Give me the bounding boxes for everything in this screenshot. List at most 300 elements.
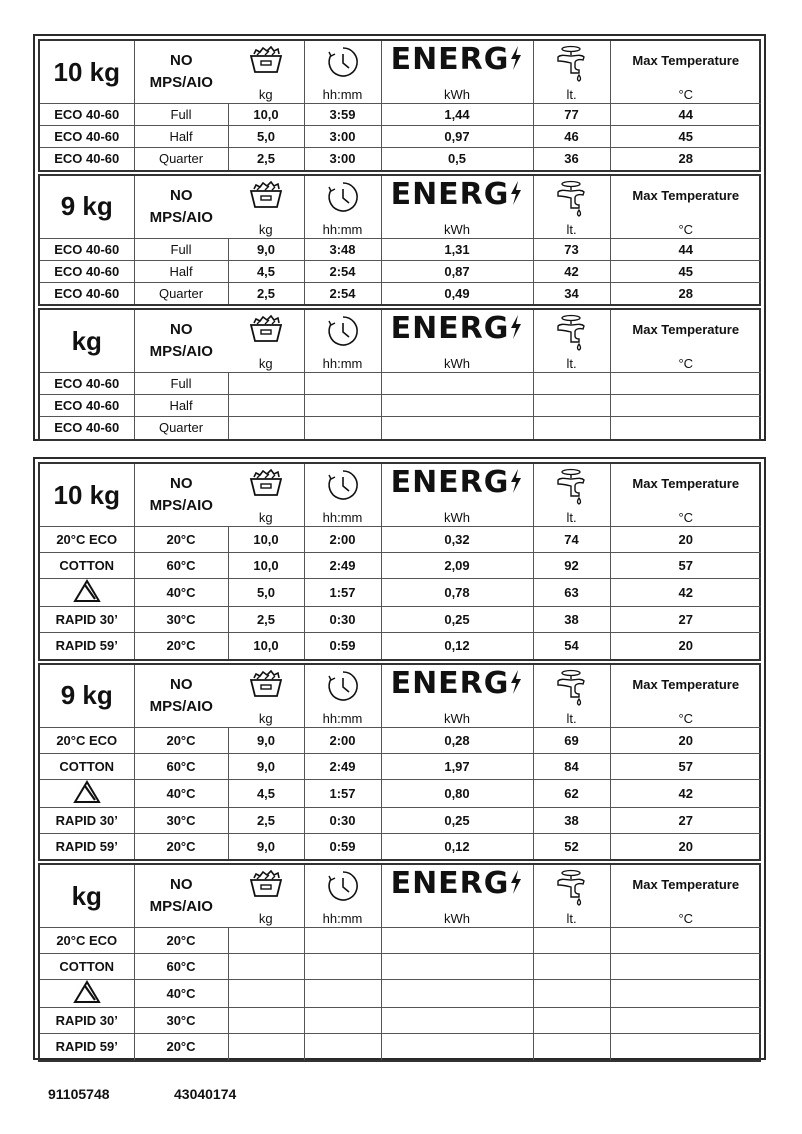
program-cell: ECO 40-60	[40, 417, 134, 439]
kg-cell: 10,0	[228, 553, 304, 579]
wash-temp-cell: 40°C	[134, 779, 228, 807]
energy-header	[381, 310, 533, 373]
duration-header	[304, 176, 381, 239]
time-cell	[304, 980, 381, 1008]
spec-table	[38, 308, 761, 441]
energy-cell	[381, 373, 533, 395]
table-row	[40, 807, 761, 833]
temp-cell	[610, 1008, 761, 1034]
laundry-basket-icon	[228, 669, 304, 702]
max-temp-label: Max Temperature	[632, 476, 740, 491]
load-level-cell: Quarter	[134, 417, 228, 439]
time-cell: 1:57	[304, 579, 381, 607]
energy-unit: kWh	[444, 356, 470, 371]
kg-cell	[228, 980, 304, 1008]
duration-header	[304, 464, 381, 527]
energy-logo: ENERG	[382, 312, 533, 346]
table-row	[40, 417, 761, 439]
energy-unit: kWh	[444, 510, 470, 525]
energy-cell: 0,25	[381, 807, 533, 833]
time-cell	[304, 417, 381, 439]
program-cell: ECO 40-60	[40, 260, 134, 282]
time-cell: 2:00	[304, 527, 381, 553]
kg-unit: kg	[258, 221, 273, 237]
water-cell	[533, 373, 610, 395]
program-cell: COTTON	[40, 954, 134, 980]
energy-cell	[381, 395, 533, 417]
temp-unit: °C	[678, 911, 694, 926]
temp-cell: 20	[678, 638, 693, 654]
time-cell: 2:00	[304, 727, 381, 753]
water-header	[533, 865, 610, 928]
energy-header	[381, 464, 533, 527]
laundry-basket-icon	[228, 314, 304, 347]
kg-cell	[228, 1034, 304, 1060]
energy-logo: ENERG	[382, 466, 533, 500]
program-cell: ECO 40-60	[40, 148, 134, 170]
model-capacity	[40, 41, 134, 104]
no-label: NO	[170, 321, 193, 338]
table-row	[40, 954, 761, 980]
water-header	[533, 310, 610, 373]
spec-table	[38, 863, 761, 1062]
time-cell: 3:00	[304, 126, 381, 148]
model-label: 9 kg	[60, 191, 113, 221]
time-cell	[304, 1034, 381, 1060]
duration-header	[304, 41, 381, 104]
time-cell: 2:49	[304, 553, 381, 579]
max-temp-header	[610, 41, 761, 104]
mps-aio-header	[134, 865, 228, 928]
mps-aio-header	[134, 464, 228, 527]
energy-logo: ENERG	[382, 667, 533, 701]
model-label: kg	[71, 325, 102, 356]
water-cell: 74	[533, 527, 610, 553]
kg-cell: 9,0	[228, 238, 304, 260]
lightning-icon	[509, 177, 523, 212]
wash-temp-cell: 60°C	[134, 954, 228, 980]
program-cell: RAPID 59’	[40, 633, 134, 659]
wash-temp-cell: 60°C	[134, 553, 228, 579]
table-row	[40, 395, 761, 417]
temp-cell	[610, 1034, 761, 1060]
model-capacity	[40, 865, 134, 928]
energy-cell: 1,97	[381, 753, 533, 779]
program-cell: COTTON	[40, 753, 134, 779]
kg-unit: kg	[258, 510, 273, 525]
time-cell: 0:30	[304, 607, 381, 633]
kg-cell: 9,0	[228, 753, 304, 779]
energy-cell: 0,97	[381, 126, 533, 148]
mps-aio-header	[134, 176, 228, 239]
max-temp-label: Max Temperature	[632, 322, 740, 337]
table-row	[40, 282, 761, 304]
duration-header	[304, 310, 381, 373]
max-temp-header	[610, 665, 761, 728]
wash-temp-cell: 20°C	[134, 727, 228, 753]
water-unit: lt.	[566, 221, 577, 237]
footer-code-1: 91105748	[48, 1086, 110, 1102]
water-cell: 54	[533, 633, 610, 659]
kg-cell: 4,5	[228, 260, 304, 282]
time-unit: hh:mm	[322, 87, 363, 102]
model-capacity	[40, 665, 134, 728]
table-row	[40, 260, 761, 282]
max-temp-header	[610, 464, 761, 527]
lightning-icon	[509, 311, 523, 346]
load-header	[228, 176, 304, 239]
time-cell: 3:48	[304, 238, 381, 260]
table-row	[40, 238, 761, 260]
table-row	[40, 833, 761, 859]
energy-header	[381, 176, 533, 239]
kg-cell: 2,5	[228, 282, 304, 304]
no-label: NO	[170, 675, 193, 693]
temp-unit: °C	[678, 510, 694, 525]
lightning-icon	[509, 42, 523, 77]
energy-cell: 0,28	[381, 727, 533, 753]
time-cell: 3:00	[304, 148, 381, 170]
water-cell: 92	[533, 553, 610, 579]
time-unit: hh:mm	[322, 356, 363, 371]
water-unit: lt.	[566, 710, 577, 726]
table-row	[40, 553, 761, 579]
program-tables-group	[33, 457, 766, 1060]
time-cell	[304, 373, 381, 395]
table-row	[40, 148, 761, 170]
water-header	[533, 665, 610, 728]
max-temp-label: Max Temperature	[632, 187, 740, 203]
max-temp-header	[610, 865, 761, 928]
table-row	[40, 373, 761, 395]
energy-cell	[381, 980, 533, 1008]
load-level-cell: Full	[134, 104, 228, 126]
energy-cell: 0,49	[381, 282, 533, 304]
kg-cell: 5,0	[228, 126, 304, 148]
mps-label: MPS/AIO	[149, 697, 213, 715]
footer-code-2: 43040174	[174, 1086, 237, 1102]
no-label: NO	[170, 186, 193, 204]
water-cell: 34	[533, 282, 610, 304]
temp-cell: 44	[610, 104, 761, 126]
max-temp-label: Max Temperature	[632, 877, 740, 892]
synthetic-icon	[73, 980, 101, 1007]
time-cell: 1:57	[304, 779, 381, 807]
temp-unit: °C	[678, 87, 694, 102]
energy-logo: ENERG	[382, 178, 533, 212]
load-level-cell: Quarter	[134, 282, 228, 304]
kg-cell: 9,0	[228, 727, 304, 753]
program-cell	[40, 779, 134, 807]
energy-cell: 0,25	[381, 607, 533, 633]
time-unit: hh:mm	[322, 911, 363, 926]
kg-cell: 5,0	[228, 579, 304, 607]
energy-unit: kWh	[444, 221, 470, 237]
temp-cell	[610, 417, 761, 439]
lightning-icon	[509, 465, 523, 500]
table-row	[40, 980, 761, 1008]
water-cell: 36	[533, 148, 610, 170]
program-cell: RAPID 59’	[40, 1034, 134, 1060]
wash-temp-cell: 40°C	[134, 980, 228, 1008]
time-unit: hh:mm	[322, 221, 363, 237]
program-cell	[40, 579, 134, 607]
kg-cell: 10,0	[228, 104, 304, 126]
water-tap-icon	[534, 45, 610, 86]
time-cell: 2:49	[304, 753, 381, 779]
energy-unit: kWh	[444, 87, 470, 102]
wash-temp-cell: 30°C	[134, 607, 228, 633]
water-cell	[533, 1034, 610, 1060]
max-temp-header	[610, 176, 761, 239]
temp-unit: °C	[678, 710, 694, 726]
water-cell: 77	[533, 104, 610, 126]
wash-temp-cell: 20°C	[134, 1034, 228, 1060]
model-capacity	[40, 464, 134, 527]
table-row	[40, 607, 761, 633]
laundry-basket-icon	[228, 869, 304, 902]
energy-cell: 0,5	[381, 148, 533, 170]
water-header	[533, 464, 610, 527]
wash-temp-cell: 20°C	[134, 833, 228, 859]
clock-icon	[305, 45, 381, 82]
water-cell: 42	[533, 260, 610, 282]
time-cell	[304, 395, 381, 417]
temp-cell: 42	[610, 779, 761, 807]
wash-temp-cell: 20°C	[134, 527, 228, 553]
program-cell: COTTON	[40, 553, 134, 579]
temp-cell: 27	[610, 607, 761, 633]
wash-temp-cell: 20°C	[134, 928, 228, 954]
spec-table	[38, 663, 761, 862]
temp-cell	[610, 954, 761, 980]
time-cell	[304, 954, 381, 980]
table-row	[40, 779, 761, 807]
energy-header	[381, 41, 533, 104]
water-cell	[533, 928, 610, 954]
time-cell: 3:59	[304, 104, 381, 126]
energy-unit: kWh	[444, 911, 470, 926]
max-temp-label: Max Temperature	[632, 676, 740, 692]
wash-temp-cell: 30°C	[134, 1008, 228, 1034]
kg-cell: 2,5	[228, 148, 304, 170]
table-row	[40, 1008, 761, 1034]
program-cell: 20°C ECO	[40, 928, 134, 954]
energy-cell	[381, 1034, 533, 1060]
kg-unit: kg	[258, 911, 273, 926]
table-row	[40, 579, 761, 607]
time-cell: 2:54	[304, 260, 381, 282]
kg-cell	[228, 928, 304, 954]
program-cell: ECO 40-60	[40, 126, 134, 148]
clock-icon	[305, 669, 381, 706]
energy-cell: 0,12	[381, 633, 533, 659]
max-temp-label: Max Temperature	[632, 53, 740, 68]
wash-temp-cell: 20°C	[134, 633, 228, 659]
energy-logo: ENERG	[382, 43, 533, 77]
no-label: NO	[170, 876, 193, 893]
water-header	[533, 41, 610, 104]
temp-cell: 28	[678, 285, 693, 301]
temp-cell: 20	[610, 527, 761, 553]
water-cell: 52	[533, 833, 610, 859]
energy-header	[381, 865, 533, 928]
clock-icon	[305, 314, 381, 351]
water-unit: lt.	[566, 87, 577, 102]
kg-cell	[228, 954, 304, 980]
spec-table	[38, 462, 761, 661]
energy-cell: 0,32	[381, 527, 533, 553]
wash-temp-cell: 40°C	[134, 579, 228, 607]
load-level-cell: Half	[134, 126, 228, 148]
kg-cell	[228, 1008, 304, 1034]
kg-cell: 10,0	[228, 633, 304, 659]
program-cell: ECO 40-60	[40, 238, 134, 260]
eco-tables-group	[33, 34, 766, 441]
program-cell: ECO 40-60	[40, 104, 134, 126]
kg-unit: kg	[258, 356, 273, 371]
model-label: 10 kg	[53, 479, 120, 510]
wash-temp-cell: 60°C	[134, 753, 228, 779]
load-level-cell: Full	[134, 238, 228, 260]
temp-cell: 42	[610, 579, 761, 607]
water-cell: 38	[533, 607, 610, 633]
model-capacity	[40, 310, 134, 373]
mps-aio-header	[134, 41, 228, 104]
kg-cell	[228, 417, 304, 439]
temp-unit: °C	[678, 356, 694, 371]
table-row	[40, 633, 761, 659]
program-cell: ECO 40-60	[40, 282, 134, 304]
temp-cell	[610, 373, 761, 395]
temp-cell	[610, 928, 761, 954]
water-header	[533, 176, 610, 239]
lightning-icon	[509, 666, 523, 701]
mps-label: MPS/AIO	[149, 208, 213, 226]
mps-label: MPS/AIO	[149, 74, 213, 91]
energy-cell	[381, 954, 533, 980]
laundry-basket-icon	[228, 468, 304, 501]
duration-header	[304, 665, 381, 728]
time-cell: 0:59	[304, 833, 381, 859]
program-cell: ECO 40-60	[40, 395, 134, 417]
energy-logo: ENERG	[382, 867, 533, 901]
load-header	[228, 665, 304, 728]
water-cell	[533, 954, 610, 980]
temp-cell	[610, 980, 761, 1008]
water-cell: 63	[533, 579, 610, 607]
spec-table	[38, 174, 761, 307]
water-cell: 46	[533, 126, 610, 148]
energy-header	[381, 665, 533, 728]
kg-cell: 9,0	[228, 833, 304, 859]
table-row	[40, 727, 761, 753]
kg-cell	[228, 373, 304, 395]
time-unit: hh:mm	[322, 710, 363, 726]
kg-unit: kg	[258, 710, 273, 726]
time-cell: 0:30	[304, 807, 381, 833]
table-row	[40, 1034, 761, 1060]
kg-cell: 4,5	[228, 779, 304, 807]
program-cell: RAPID 30’	[40, 1008, 134, 1034]
table-row	[40, 753, 761, 779]
table-row	[40, 126, 761, 148]
model-label: 10 kg	[53, 56, 120, 87]
temp-cell: 28	[678, 151, 693, 167]
no-label: NO	[170, 52, 193, 69]
energy-cell: 1,44	[381, 104, 533, 126]
water-cell: 69	[533, 727, 610, 753]
energy-cell: 0,80	[381, 779, 533, 807]
time-cell: 0:59	[304, 633, 381, 659]
model-label: kg	[71, 880, 102, 911]
water-unit: lt.	[566, 510, 577, 525]
water-unit: lt.	[566, 911, 577, 926]
mps-label: MPS/AIO	[149, 343, 213, 360]
temp-cell: 44	[610, 238, 761, 260]
energy-cell: 1,31	[381, 238, 533, 260]
max-temp-header	[610, 310, 761, 373]
energy-cell	[381, 1008, 533, 1034]
load-header	[228, 464, 304, 527]
program-cell: RAPID 30’	[40, 807, 134, 833]
temp-cell: 27	[610, 807, 761, 833]
water-cell	[533, 980, 610, 1008]
model-label: 9 kg	[60, 680, 113, 710]
clock-icon	[305, 468, 381, 505]
temp-cell: 45	[610, 126, 761, 148]
energy-cell	[381, 417, 533, 439]
water-cell: 62	[533, 779, 610, 807]
wash-temp-cell: 30°C	[134, 807, 228, 833]
time-cell	[304, 928, 381, 954]
energy-cell	[381, 928, 533, 954]
program-cell: 20°C ECO	[40, 727, 134, 753]
kg-cell	[228, 395, 304, 417]
energy-cell: 0,78	[381, 579, 533, 607]
clock-icon	[305, 869, 381, 906]
no-label: NO	[170, 475, 193, 492]
water-tap-icon	[534, 869, 610, 910]
time-cell	[304, 1008, 381, 1034]
program-cell: RAPID 30’	[40, 607, 134, 633]
water-tap-icon	[534, 314, 610, 355]
laundry-basket-icon	[228, 45, 304, 78]
kg-cell: 2,5	[228, 807, 304, 833]
load-header	[228, 310, 304, 373]
temp-cell: 20	[610, 727, 761, 753]
laundry-basket-icon	[228, 180, 304, 213]
mps-aio-header	[134, 665, 228, 728]
temp-cell	[610, 395, 761, 417]
kg-cell: 2,5	[228, 607, 304, 633]
mps-label: MPS/AIO	[149, 898, 213, 915]
kg-cell: 10,0	[228, 527, 304, 553]
program-cell: ECO 40-60	[40, 373, 134, 395]
energy-cell: 0,12	[381, 833, 533, 859]
time-unit: hh:mm	[322, 510, 363, 525]
energy-cell: 0,87	[381, 260, 533, 282]
synthetic-icon	[73, 780, 101, 807]
time-cell: 2:54	[304, 282, 381, 304]
mps-label: MPS/AIO	[149, 497, 213, 514]
water-cell: 38	[533, 807, 610, 833]
water-cell: 73	[533, 238, 610, 260]
load-level-cell: Quarter	[134, 148, 228, 170]
model-capacity	[40, 176, 134, 239]
water-tap-icon	[534, 180, 610, 221]
load-header	[228, 865, 304, 928]
